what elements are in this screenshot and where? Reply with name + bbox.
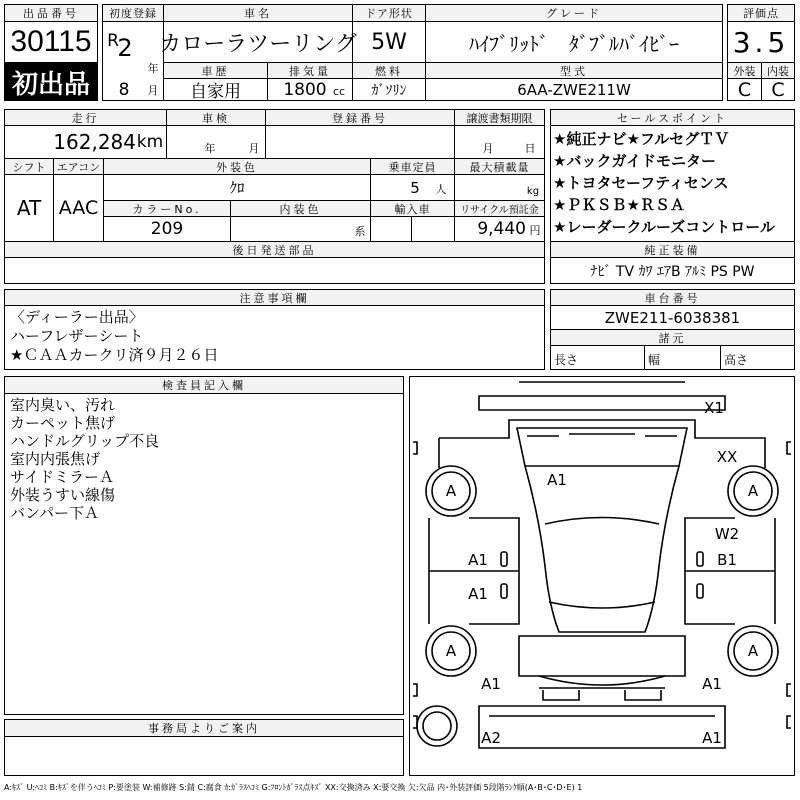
inspection-month-unit: 月: [248, 142, 260, 155]
transfer-day-unit: 日: [524, 142, 536, 155]
sales-point-item: ★トヨタセーフティセンス: [553, 174, 729, 192]
car-name-label: 車名: [163, 4, 353, 22]
reg-no-label: 登録番号: [265, 109, 455, 126]
grade-label: グレード: [425, 4, 723, 22]
int-score: C: [771, 78, 785, 101]
mark-left-rear-door: A1: [468, 585, 488, 603]
import-cell: [370, 216, 455, 242]
capacity-label: 乗車定員: [370, 158, 455, 175]
inspector-line: 外装うすい線傷: [10, 486, 116, 504]
inspector-label: 検査員記入欄: [4, 376, 404, 394]
mark-rear-bumper-right: A1: [702, 729, 722, 747]
mileage-label: 走行: [4, 109, 167, 126]
later-parts-label: 後日発送部品: [4, 241, 545, 258]
sales-points-list: [553, 128, 793, 238]
sales-points-label: セールスポイント: [550, 109, 795, 126]
mark-rear-right: A1: [702, 675, 722, 693]
inspector-line: ハンドルグリップ不良: [10, 432, 160, 450]
note-line: ハーフレザーシート: [10, 327, 144, 345]
ext-score-label: 外装: [727, 62, 762, 79]
color-no-label: カラーNo.: [103, 200, 231, 217]
grade: ﾊｲﾌﾞﾘｯﾄﾞ ﾀﾞﾌﾞﾙﾊﾞｲﾋﾞｰ: [469, 31, 679, 56]
mark-right-front-door: W2: [714, 525, 740, 543]
max-load-label: 最大積載量: [454, 158, 545, 175]
notes-lines: [10, 308, 540, 365]
model-label: 型式: [425, 62, 723, 79]
int-color-label: 内装色: [230, 200, 371, 217]
capacity: 5: [410, 179, 420, 197]
later-parts-cell: [4, 257, 545, 284]
cc-unit: cc: [332, 84, 346, 98]
inspector-line: サイドミラーＡ: [10, 468, 114, 486]
equipment-label: 純正装備: [550, 241, 795, 258]
import-divider: [411, 216, 412, 242]
transfer-month-unit: 月: [482, 142, 494, 155]
history: 自家用: [190, 82, 241, 102]
model: 6AA-ZWE211W: [517, 80, 631, 99]
office-label: 事務局よりご案内: [4, 719, 404, 737]
reg-no-cell: [265, 125, 455, 159]
first-reg-label: 初度登録: [102, 4, 164, 22]
mark-wheel-fl: A: [445, 482, 457, 500]
transfer-label: 譲渡書類期限: [454, 109, 545, 126]
specs-divider: [720, 345, 721, 370]
width-label: 幅: [648, 352, 661, 367]
recycle: 9,440: [477, 219, 526, 239]
first-reg-year: 2: [117, 34, 133, 62]
chassis-label: 車台番号: [550, 289, 795, 306]
mark-hood: A1: [547, 471, 567, 489]
score: 3.5: [732, 25, 790, 59]
inspection-year-unit: 年: [204, 142, 216, 155]
shift-label: シフト: [4, 158, 54, 175]
year-unit: 年: [147, 62, 159, 75]
length-label: 長さ: [554, 352, 579, 367]
note-line: 〈ディーラー出品〉: [10, 308, 144, 326]
inspector-line: カーペット焦げ: [10, 414, 116, 432]
equipment: ﾅﾋﾞ TV ｶﾜ ｴｱB ｱﾙﾐ PS PW: [590, 263, 755, 280]
mark-wheel-fr: A: [747, 482, 759, 500]
height-label: 高さ: [724, 352, 749, 367]
fuel: ｶﾞｿﾘﾝ: [371, 82, 407, 99]
chassis-no: ZWE211-6038381: [604, 308, 741, 327]
inspection-label: 車検: [166, 109, 266, 126]
kg-unit: kg: [526, 185, 540, 197]
specs-label: 諸元: [550, 329, 795, 346]
inspector-line: 室内内張焦げ: [10, 450, 101, 468]
mark-left-front-door: A1: [468, 551, 488, 569]
mileage: 162,284: [53, 130, 136, 154]
lot-no-label: 出品番号: [4, 4, 98, 22]
first-reg-era: R: [107, 31, 119, 51]
office-cell: [4, 736, 404, 776]
mark-rear-left: A1: [481, 675, 501, 693]
doors: 5W: [371, 29, 407, 55]
ext-score: C: [737, 78, 752, 101]
series-unit: 系: [354, 225, 366, 238]
mark-front-right-corner: XX: [716, 448, 738, 466]
km-unit: km: [136, 132, 164, 152]
ac-label: エアコン: [53, 158, 104, 175]
color-no: 209: [150, 219, 184, 239]
ac: AAC: [58, 197, 99, 219]
car-name: カローラツーリング: [159, 31, 357, 57]
ext-color-label: 外装色: [103, 158, 371, 175]
damage-legend: A:ｷｽﾞ U:ﾍｺﾐ B:ｷｽﾞを伴うﾍｺﾐ P:要塗装 W:補修跡 S:錆 C:腐食 ｶ:ｶﾞﾗｽﾍｺﾐ G:ﾌﾛﾝﾄｶﾞﾗｽ点ｷｽﾞ XX:交換済み X:要交換 欠:欠品 内･外装評価 5段階ﾗﾝｸ順(A･B･C･D･E) 1: [4, 782, 583, 792]
specs-divider: [644, 345, 645, 370]
mark-wheel-rl: A: [445, 642, 457, 660]
lot-no: 30115: [10, 25, 92, 58]
fuel-label: 燃料: [352, 62, 426, 79]
history-label: 車歴: [163, 62, 268, 79]
mark-right-front-fender: B1: [717, 551, 737, 569]
sales-point-item: ★レーダークルーズコントロール: [553, 218, 775, 236]
shift: AT: [16, 196, 42, 220]
inspector-line: バンパー下Ａ: [10, 504, 99, 522]
inspector-line: 室内臭い、汚れ: [10, 396, 116, 414]
note-line: ★ＣＡＡカークリ済９月２６日: [10, 346, 219, 364]
import-label: 輸入車: [370, 200, 455, 217]
notes-label: 注意事項欄: [4, 289, 545, 306]
ext-color: ｸﾛ: [229, 179, 245, 197]
first-reg-month: 8: [118, 80, 130, 100]
sales-point-item: ★バックガイドモニター: [553, 152, 716, 170]
specs-cell: [550, 345, 795, 370]
yen-unit: 円: [529, 224, 541, 237]
mark-rear-bumper-left: A2: [481, 729, 501, 747]
int-score-label: 内装: [761, 62, 795, 79]
mark-front-bumper: X1: [704, 399, 724, 417]
score-label: 評価点: [727, 4, 795, 22]
car-diagram: [409, 376, 795, 776]
month-unit: 月: [147, 84, 159, 97]
mark-wheel-rr: A: [747, 642, 759, 660]
person-unit: 人: [435, 183, 447, 196]
doors-label: ドア形状: [352, 4, 426, 22]
inspector-lines: [10, 396, 400, 522]
recycle-label: リサイクル預託金: [454, 200, 545, 217]
displacement-label: 排気量: [267, 62, 353, 79]
displacement: 1800: [283, 79, 327, 100]
sales-point-item: ★ＰＫＳＢ★ＲＳＡ: [553, 196, 685, 214]
int-color-cell: [230, 216, 371, 242]
first-listing-badge: 初出品: [4, 63, 98, 101]
sales-point-item: ★純正ナビ★フルセグＴＶ: [553, 130, 730, 148]
